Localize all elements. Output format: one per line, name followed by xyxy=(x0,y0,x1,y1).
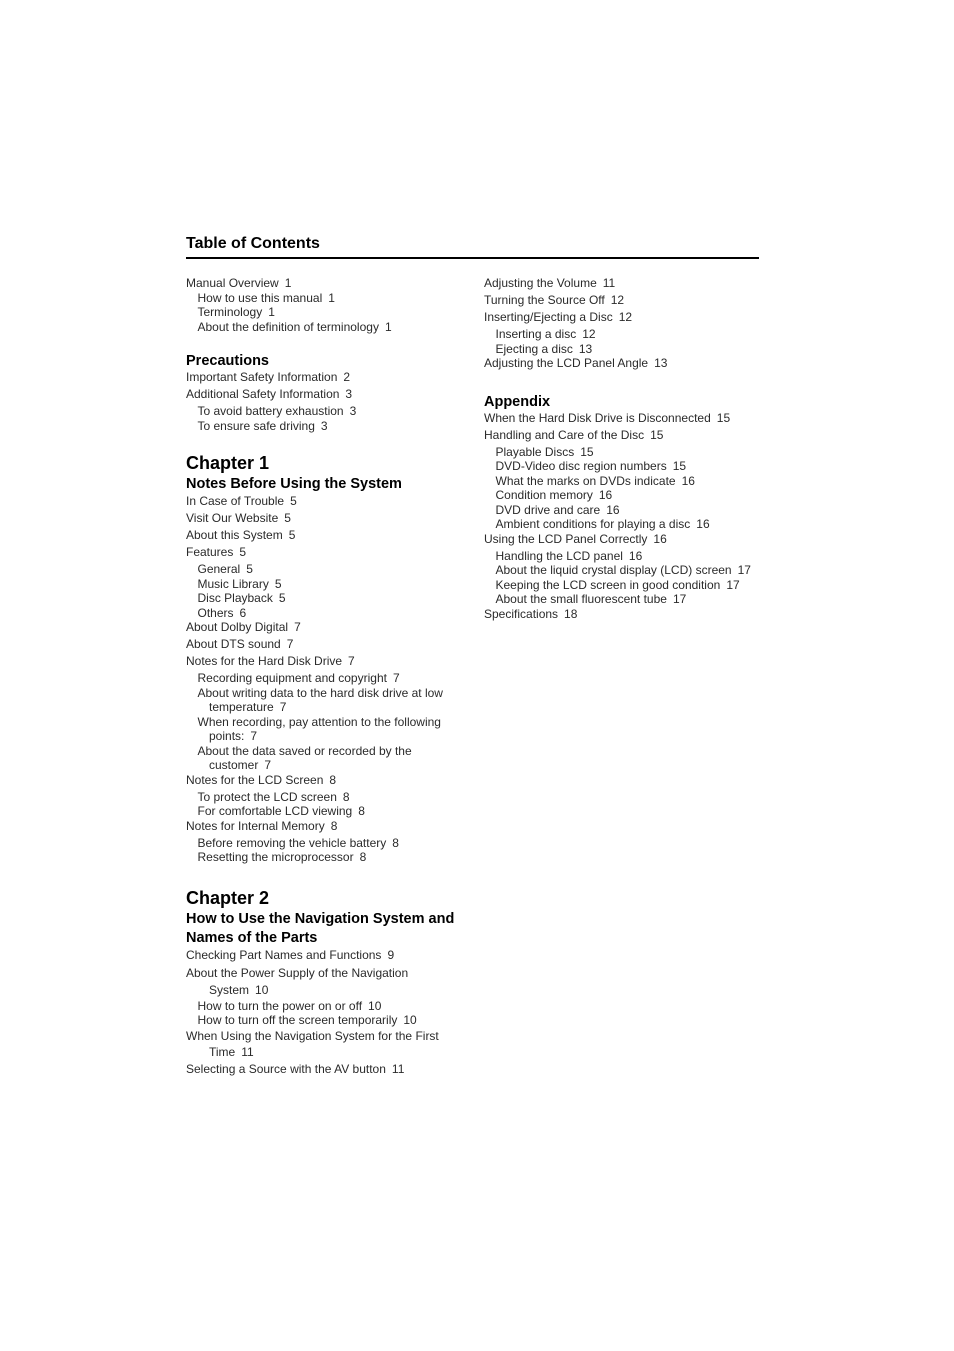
toc-entry[interactable]: Adjusting the LCD Panel Angle 13 xyxy=(484,356,668,370)
toc-entry[interactable]: Specifications 18 xyxy=(484,606,578,621)
toc-entry[interactable]: Recording equipment and copyright 7 xyxy=(197,671,400,685)
toc-entry[interactable]: For comfortable LCD viewing 8 xyxy=(197,804,365,818)
toc-entry[interactable]: To ensure safe driving 3 xyxy=(197,418,328,433)
toc-entry[interactable]: How to use this manual 1 xyxy=(197,290,335,305)
toc-entry[interactable]: Notes for the Hard Disk Drive 7 xyxy=(186,654,355,668)
toc-entry[interactable]: What the marks on DVDs indicate 16 xyxy=(495,473,695,488)
toc-entry[interactable]: How to turn the power on or off 10 xyxy=(197,998,382,1013)
toc-entry[interactable]: Disc Playback 5 xyxy=(197,591,286,605)
toc-entry[interactable]: Important Safety Information 2 xyxy=(186,370,351,384)
toc-entry[interactable]: DVD drive and care 16 xyxy=(495,502,620,517)
toc-entry[interactable]: Terminology 1 xyxy=(197,305,275,319)
toc-entry[interactable]: Adjusting the Volume 11 xyxy=(484,276,616,290)
section-heading-precautions: Precautions xyxy=(186,353,269,369)
toc-entry[interactable]: To avoid battery exhaustion 3 xyxy=(197,404,357,418)
toc-entry[interactable]: General 5 xyxy=(197,562,253,576)
toc-entry[interactable]: Notes for the LCD Screen 8 xyxy=(186,772,337,787)
toc-entry[interactable]: Inserting/Ejecting a Disc 12 xyxy=(484,310,633,324)
toc-entry[interactable]: Additional Safety Information 3 xyxy=(186,387,353,401)
toc-column-left xyxy=(186,276,466,1077)
toc-entry[interactable]: DVD-Video disc region numbers 15 xyxy=(495,459,687,473)
toc-entry[interactable]: Notes for Internal Memory 8 xyxy=(186,818,338,833)
chapter-2-label: Chapter 2 xyxy=(186,887,270,908)
toc-entry[interactable]: About the data saved or recorded by the customer 7 xyxy=(197,743,412,772)
toc-column-right xyxy=(484,276,774,621)
toc-entry[interactable]: Manual Overview 1 xyxy=(186,276,292,290)
toc-entry[interactable]: Keeping the LCD screen in good condition 17 xyxy=(495,577,740,592)
toc-entry[interactable]: Playable Discs 15 xyxy=(495,444,594,459)
chapter-1-label: Chapter 1 xyxy=(186,453,270,473)
toc-entry[interactable]: Turning the Source Off 12 xyxy=(484,293,625,307)
toc-entry[interactable]: When recording, pay attention to the following points: 7 xyxy=(197,714,441,743)
toc-entry[interactable]: Inserting a disc 12 xyxy=(495,327,596,341)
toc-entry[interactable]: When the Hard Disk Drive is Disconnected 15 xyxy=(484,410,731,425)
toc-entry[interactable]: Condition memory 16 xyxy=(495,488,613,502)
toc-entry[interactable]: Visit Our Website 5 xyxy=(186,511,291,525)
chapter-2-title: How to Use the Navigation System and Names of the Parts xyxy=(186,910,455,946)
toc-entry[interactable]: Ejecting a disc 13 xyxy=(495,341,593,356)
toc-entry[interactable]: About this System 5 xyxy=(186,528,296,542)
chapter-1-title: Notes Before Using the System xyxy=(186,476,402,492)
toc-entry[interactable]: Handling the LCD panel 16 xyxy=(495,548,643,563)
toc-entry[interactable]: Checking Part Names and Functions 9 xyxy=(186,947,395,962)
toc-entry[interactable]: When Using the Navigation System for the First Time 11 xyxy=(186,1028,439,1059)
page-title: Table of Contents xyxy=(186,235,320,252)
title-rule xyxy=(186,257,759,259)
toc-entry[interactable]: Handling and Care of the Disc 15 xyxy=(484,427,664,442)
toc-entry[interactable]: Ambient conditions for playing a disc 16 xyxy=(495,517,710,531)
toc-entry[interactable]: Music Library 5 xyxy=(197,576,282,591)
toc-entry[interactable]: About Dolby Digital 7 xyxy=(186,620,301,634)
toc-entry[interactable]: How to turn off the screen temporarily 10 xyxy=(197,1013,417,1027)
section-heading-appendix: Appendix xyxy=(484,393,551,410)
toc-entry[interactable]: Features 5 xyxy=(186,545,247,559)
toc-entry[interactable]: About the small fluorescent tube 17 xyxy=(495,592,687,606)
toc-entry[interactable]: About the definition of terminology 1 xyxy=(197,319,392,334)
toc-entry[interactable]: Before removing the vehicle battery 8 xyxy=(197,835,399,850)
toc-entry[interactable]: About the liquid crystal display (LCD) screen 17 xyxy=(495,563,751,577)
toc-entry[interactable]: About writing data to the hard disk drive at low temperature 7 xyxy=(197,685,443,714)
toc-entry[interactable]: Resetting the microprocessor 8 xyxy=(197,850,367,864)
toc-entry[interactable]: About the Power Supply of the Navigation System 10 xyxy=(186,965,409,997)
toc-entry[interactable]: Others 6 xyxy=(197,605,247,620)
toc-entry[interactable]: Using the LCD Panel Correctly 16 xyxy=(484,531,667,546)
toc-entry[interactable]: To protect the LCD screen 8 xyxy=(197,789,350,804)
toc-entry[interactable]: About DTS sound 7 xyxy=(186,637,294,651)
toc-entry[interactable]: Selecting a Source with the AV button 11 xyxy=(186,1062,405,1076)
toc-entry[interactable]: In Case of Trouble 5 xyxy=(186,494,297,508)
